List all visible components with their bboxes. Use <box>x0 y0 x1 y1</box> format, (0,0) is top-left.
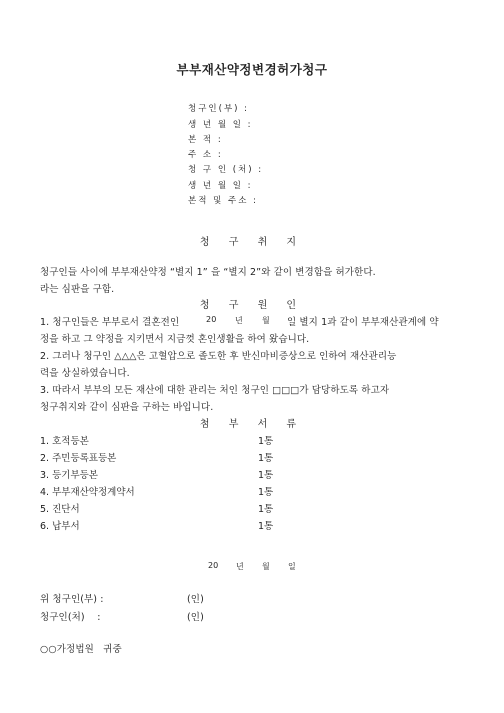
cause-text: 1. 청구인들은 부부로서 결혼전인 <box>40 317 180 328</box>
date-year: 20 <box>208 561 219 570</box>
party-line: 본 적 : <box>188 135 223 145</box>
cause-date-m: 월 <box>262 316 270 325</box>
purpose-heading: 청 구 취 지 <box>199 237 305 248</box>
attachment-count: 1통 <box>258 521 274 532</box>
party-line: 생 년 월 일 : <box>188 181 253 191</box>
attachment-count: 1통 <box>258 504 274 515</box>
party-line: 본적 및 주소 : <box>188 196 259 206</box>
attachment-count: 1통 <box>258 453 274 464</box>
attachment-name: 4. 부부재산약정계약서 <box>40 487 135 498</box>
attachment-name: 2. 주민등록표등본 <box>40 453 117 464</box>
seal-mark: (인) <box>187 612 204 623</box>
cause-text: 력을 상실하였습니다. <box>40 368 130 379</box>
cause-text: 일 별지 1과 같이 부부재산관계에 약 <box>287 317 439 328</box>
cause-text: 정을 하고 그 약정을 지키면서 지금껏 혼인생활을 하여 왔습니다. <box>40 334 310 345</box>
attachment-name: 3. 등기부등본 <box>40 470 98 481</box>
date-y: 년 <box>236 562 244 571</box>
cause-text: 청구취지와 같이 심판을 구하는 바입니다. <box>40 402 214 413</box>
purpose-text: 청구인들 사이에 부부재산약정 “별지 1” 을 “별지 2”와 같이 변경함을 허가한다. <box>40 267 376 278</box>
attachment-name: 6. 납부서 <box>40 521 80 532</box>
cause-heading: 청 구 원 인 <box>199 300 305 311</box>
party-line: 청 구 인 (처) : <box>188 165 264 175</box>
date-m: 월 <box>262 562 270 571</box>
cause-date-y: 년 <box>235 316 243 325</box>
signature-label: 위 청구인(부) : <box>40 594 104 605</box>
cause-date-year: 20 <box>206 315 217 324</box>
party-line: 주 소 : <box>188 150 223 160</box>
cause-text: 2. 그러나 청구인 △△△은 고혈압으로 졸도한 후 반신마비증상으로 인하여 재산관리능 <box>40 351 397 362</box>
attachment-name: 1. 호적등본 <box>40 436 89 447</box>
seal-mark: (인) <box>187 594 204 605</box>
attachment-name: 5. 진단서 <box>40 504 80 515</box>
attachment-count: 1통 <box>258 470 274 481</box>
signature-label: 청구인(처) : <box>40 612 101 623</box>
cause-text: 3. 따라서 부부의 모든 재산에 대한 관리는 처인 청구인 □□□가 담당하도록 하고자 <box>40 385 390 396</box>
attachment-count: 1통 <box>258 436 274 447</box>
court-addressee: ○○가정법원 귀중 <box>40 644 122 655</box>
purpose-text: 라는 심판을 구함. <box>40 284 115 295</box>
party-line: 청구인(부) : <box>188 104 250 114</box>
date-d: 일 <box>288 562 296 571</box>
attachment-count: 1통 <box>258 487 274 498</box>
document-title: 부부재산약정변경허가청구 <box>176 62 328 77</box>
party-line: 생 년 월 일 : <box>188 120 253 130</box>
attachments-heading: 첨 부 서 류 <box>199 419 305 430</box>
